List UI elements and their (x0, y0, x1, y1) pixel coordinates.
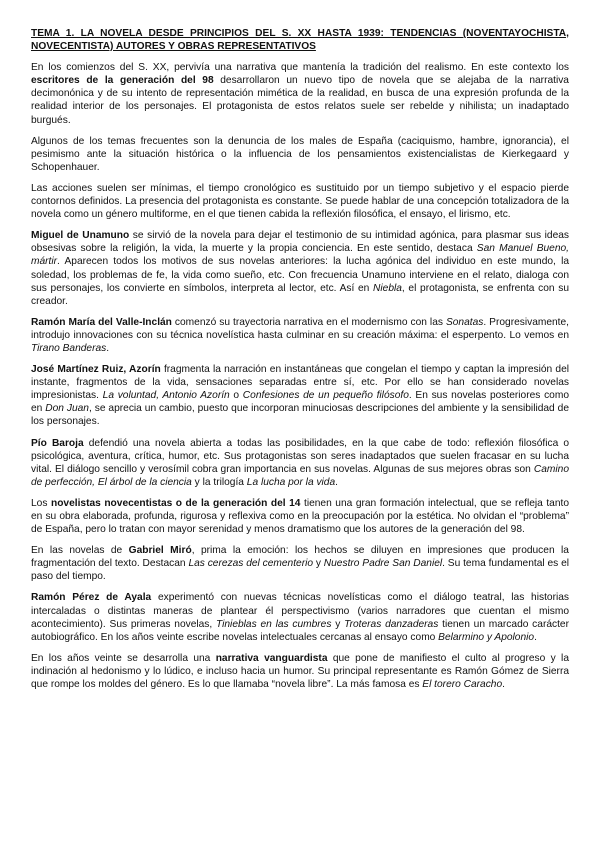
paragraph-unamuno: Miguel de Unamuno se sirvió de la novela para dejar el testimonio de su intimidad agónica, para plasmar sus ideas obsesivas sobre la religión, la vida, la muerte y la propia conciencia. En este sentido, destaca San Manuel Bueno, mártir. Aparecen todos los motivos de sus novelas anteriores: la lucha agónica del individuo en este mundo, la soledad, los problemas de fe, la vida como sueño, etc. Con frecuencia Unamuno interviene en el relato, dialoga con sus personajes, los convierte en símbolos, interpreta al lector, etc. Así en Niebla, el protagonista, se enfrenta con su creador. (31, 230, 570, 307)
work-title: La voluntad, Antonio Azorín (102, 390, 230, 402)
paragraph-vanguardista: En los años veinte se desarrolla una narrativa vanguardista que pone de manifiesto el culto al progreso y la indinación al hedonismo y lo lúdico, e incluso hacia un humor. Su principal representante es Ramón Gómez de Sierra que rompe los moldes del género. Es lo que llamaba “novela libre”. La más famosa es El torero Caracho. (31, 652, 569, 691)
document-page (31, 27, 569, 699)
paragraph-novecentistas: Los novelistas novecentistas o de la generación del 14 tienen una gran formación intelectual, que se refleja tanto en su obra elaborada, profunda, rigurosa y reflexiva como en la preocupación por la estética. No olvidan el “problema” de España, pero lo tratan con mayor serenidad y menos dramatismo que los autores de la generación del 98. (31, 497, 569, 536)
paragraph-valle-inclan: Ramón María del Valle-Inclán comenzó su trayectoria narrativa en el modernismo con las Sonatas. Progresivamente, introdujo innovaciones con su técnica novelística hasta culminar en su creación máxima: el esperpento. Lo vemos en Tirano Banderas. (31, 316, 570, 354)
work-title: Troteras danzaderas (344, 618, 439, 630)
paragraph-intro: En los comienzos del S. XX, pervivía una narrativa que mantenía la tradición del realismo. En este contexto los escritores de la generación del 98 desarrollaron un nuevo tipo de novela que se alejaba de la narrativa decimonónica y de su intento de representación mimética de la realidad, en busca de una expresión profunda de la realidad interior de los personajes. El protagonista de estos relatos suele ser rebelde y nihilista; un inadaptado burgués. (31, 62, 569, 126)
author-miro: Gabriel Miró (128, 545, 192, 557)
highlight-novecentistas: novelistas novecentistas o de la generación del 14 (50, 497, 301, 509)
author-perez-de-ayala: Ramón Pérez de Ayala (31, 592, 152, 604)
paragraph-baroja: Pío Baroja defendió una novela abierta a todas las posibilidades, en la que cabe de todo: reflexión filosófica o psicológica, aventura, crítica, humor, etc. Sus protagonistas son seres inadaptados que suelen fracasar en su lucha vital. El diálogo sencillo y verosímil cobra gran importancia en sus novelas. Algunas de sus mejores obras son Camino de perfección, El árbol de la ciencia y la trilogía La lucha por la vida. (31, 437, 569, 488)
work-title: Las cerezas del cementerio (188, 558, 314, 570)
author-baroja: Pío Baroja (31, 437, 84, 449)
highlight-vanguardista: narrativa vanguardista (215, 652, 328, 664)
work-title: Niebla (373, 282, 402, 294)
work-title: Confesiones de un pequeño filósofo (242, 390, 409, 402)
paragraph-temas: Algunos de los temas frecuentes son la denuncia de los males de España (caciquismo, hambre, ignorancia), el pesimismo ante la situación histórica o la influencia de los pensamientos existencialistas de Kierkegaard y Schopenhauer. (31, 135, 569, 173)
work-title: Nuestro Padre San Daniel (323, 558, 443, 570)
work-title: Tirano Banderas (31, 342, 107, 354)
document-title: TEMA 1. LA NOVELA DESDE PRINCIPIOS DEL S. XX HASTA 1939: TENDENCIAS (NOVENTAYOCHISTA, NOVECENTISTA) AUTORES Y OBRAS REPRESENTATIVOS (31, 28, 569, 53)
work-title: Sonatas (445, 316, 484, 328)
work-title: Don Juan (45, 403, 89, 415)
work-title: Camino de perfección, El árbol de la ciencia (31, 463, 569, 488)
paragraph-acciones: Las acciones suelen ser mínimas, el tiempo cronológico es sustituido por un tiempo subjetivo y el espacio pierde contornos definidos. La presencia del protagonista es constante. Se puede hablar de una concepción totalizadora de la novela como un género multiforme, en el que tienen cabida la reflexión filosófica, el ensayo, el lirismo, etc. (31, 182, 569, 221)
work-title: La lucha por la vida (246, 476, 336, 488)
highlight-generacion-98: escritores de la generación del 98 (31, 75, 214, 87)
work-title: Belarmino y Apolonio (438, 631, 535, 643)
paragraph-azorin: José Martínez Ruiz, Azorín fragmenta la narración en instantáneas que congelan el tiempo y captan la impresión del instante, fragmentos de la vida, sensaciones separadas entre sí, etc. Por ello se han considerado novelas impresionistas. La voluntad, Antonio Azorín o Confesiones de un pequeño filósofo. En sus novelas posteriores como en Don Juan, se aprecia un cambio, puesto que incorporan minuciosas descripciones del ambiente y la sensibilidad de los personajes. (31, 364, 569, 428)
author-unamuno: Miguel de Unamuno (31, 230, 130, 242)
work-title: Tinieblas en las cumbres (216, 618, 332, 630)
paragraph-miro: En las novelas de Gabriel Miró, prima la emoción: los hechos se diluyen en impresiones que producen la fragmentación del texto. Destacan Las cerezas del cementerio y Nuestro Padre San Daniel. Su tema fundamental es el paso del tiempo. (31, 545, 569, 583)
work-title: San Manuel Bueno, mártir (31, 243, 569, 268)
author-azorin: José Martínez Ruiz, Azorín (31, 364, 161, 376)
paragraph-perez-de-ayala: Ramón Pérez de Ayala experimentó con nuevas técnicas novelísticas como el diálogo teatral, las historias intercaladas o distintas maneras de plantear él perspectivismo (varios narradores que cuentan el mismo acontecimiento). Sus primeras novelas, Tinieblas en las cumbres y Troteras danzaderas tienen un marcado carácter autobiográfico. En los años veinte escribe novelas intelectuales cercanas al ensayo como Belarmino y Apolonio. (31, 592, 569, 643)
author-valle-inclan: Ramón María del Valle-Inclán (31, 316, 172, 328)
work-title: El torero Caracho (422, 679, 503, 691)
